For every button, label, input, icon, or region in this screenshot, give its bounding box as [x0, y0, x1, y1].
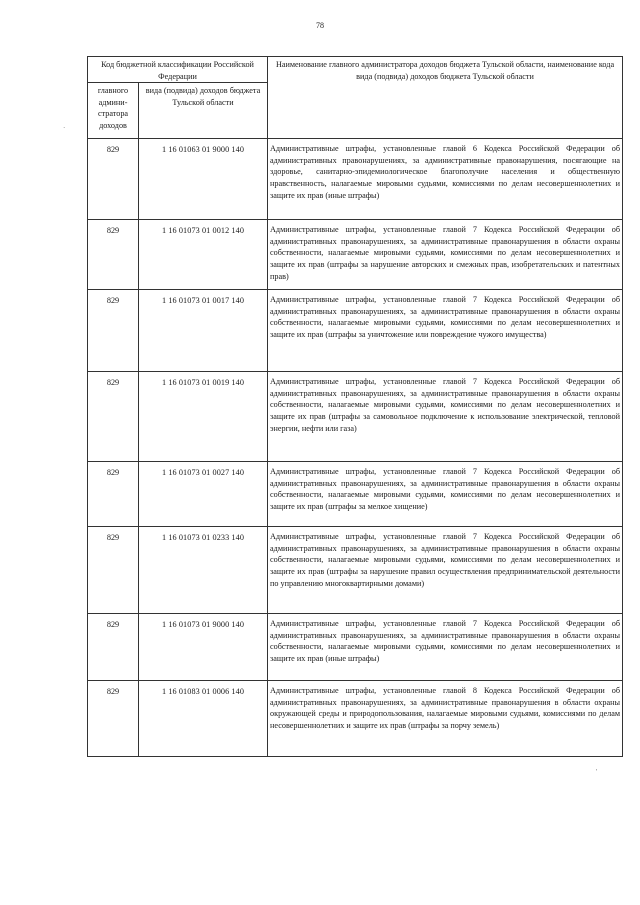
scan-speck: ·: [63, 124, 66, 132]
income-name-cell: Административные штрафы, установленные главой 7 Кодекса Российской Федерации об административных правонарушениях, за административные правонарушения в области охраны собственности, налагаемые мировыми судьями, комиссиями по делам несовершеннолетних и защите их прав (штрафы за нарушение правил осуществления предпринимательской деятельности по управлению многоквартирными домами): [268, 527, 623, 614]
header-income-column: вида (подвида) доходов бюджета Тульской области: [139, 83, 268, 139]
admin-code-cell: 829: [88, 372, 139, 462]
admin-code-cell: 829: [88, 139, 139, 220]
income-name-cell: Административные штрафы, установленные главой 8 Кодекса Российской Федерации об административных правонарушениях, за административные правонарушения в области охраны окружающей среды и природопользования, налагаемые мировыми судьями, комиссиями по делам несовершеннолетних и защите их прав (штрафы за порчу земель): [268, 681, 623, 757]
table-row: [88, 462, 623, 527]
admin-code-cell: 829: [88, 462, 139, 527]
income-code-cell: 1 16 01063 01 9000 140: [139, 139, 268, 220]
header-code-group: Код бюджетной классификации Российской Федерации: [88, 57, 268, 83]
admin-code-cell: 829: [88, 681, 139, 757]
scan-speck: ': [596, 768, 598, 776]
admin-code-cell: 829: [88, 614, 139, 681]
page-number: 78: [316, 21, 324, 30]
income-name-cell: Административные штрафы, установленные главой 7 Кодекса Российской Федерации об административных правонарушениях, за административные правонарушения в области охраны собственности, налагаемые мировыми судьями, комиссиями по делам несовершеннолетних и защите их прав (иные штрафы): [268, 614, 623, 681]
table-row: [88, 527, 623, 614]
income-code-cell: 1 16 01073 01 0019 140: [139, 372, 268, 462]
budget-code-table: [87, 56, 623, 757]
admin-code-cell: 829: [88, 220, 139, 290]
income-code-cell: 1 16 01073 01 0027 140: [139, 462, 268, 527]
admin-code-cell: 829: [88, 527, 139, 614]
income-code-cell: 1 16 01073 01 0012 140: [139, 220, 268, 290]
income-name-cell: Административные штрафы, установленные главой 7 Кодекса Российской Федерации об административных правонарушениях, за административные правонарушения в области охраны собственности, налагаемые мировыми судьями, комиссиями по делам несовершеннолетних и защите их прав (штрафы за уничтожение или повреждение чужого имущества): [268, 290, 623, 372]
income-code-cell: 1 16 01073 01 9000 140: [139, 614, 268, 681]
table-row: [88, 614, 623, 681]
header-row: [88, 57, 623, 83]
table-row: [88, 372, 623, 462]
table-row: [88, 220, 623, 290]
table-row: [88, 681, 623, 757]
table-row: [88, 290, 623, 372]
income-name-cell: Административные штрафы, установленные главой 7 Кодекса Российской Федерации об административных правонарушениях, за административные правонарушения в области охраны собственности, налагаемые мировыми судьями, комиссиями по делам несовершеннолетних и защите их прав (штрафы за мелкое хищение): [268, 462, 623, 527]
income-name-cell: Административные штрафы, установленные главой 6 Кодекса Российской Федерации об административных правонарушениях, за административные правонарушения, посягающие на здоровье, санитарно-эпидемиологическое благополучие населения и общественную нравственность, налагаемые мировыми судьями, комиссиями по делам несовершеннолетних и защите их прав (иные штрафы): [268, 139, 623, 220]
income-code-cell: 1 16 01083 01 0006 140: [139, 681, 268, 757]
header-name-column: Наименование главного администратора доходов бюджета Тульской области, наименование кода вида (подвида) доходов бюджета Тульской области: [268, 57, 623, 139]
header-admin-column: главного админи-стратора доходов: [88, 83, 139, 139]
income-name-cell: Административные штрафы, установленные главой 7 Кодекса Российской Федерации об административных правонарушениях, за административные правонарушения в области охраны собственности, налагаемые мировыми судьями, комиссиями по делам несовершеннолетних и защите их прав (штрафы за самовольное подключение к использование электрической, тепловой энергии, нефти или газа): [268, 372, 623, 462]
table-row: [88, 139, 623, 220]
income-code-cell: 1 16 01073 01 0017 140: [139, 290, 268, 372]
income-name-cell: Административные штрафы, установленные главой 7 Кодекса Российской Федерации об административных правонарушениях, за административные правонарушения в области охраны собственности, налагаемые мировыми судьями, комиссиями по делам несовершеннолетних и защите их прав (штрафы за нарушение авторских и смежных прав, изобретательских и патентных прав): [268, 220, 623, 290]
admin-code-cell: 829: [88, 290, 139, 372]
income-code-cell: 1 16 01073 01 0233 140: [139, 527, 268, 614]
